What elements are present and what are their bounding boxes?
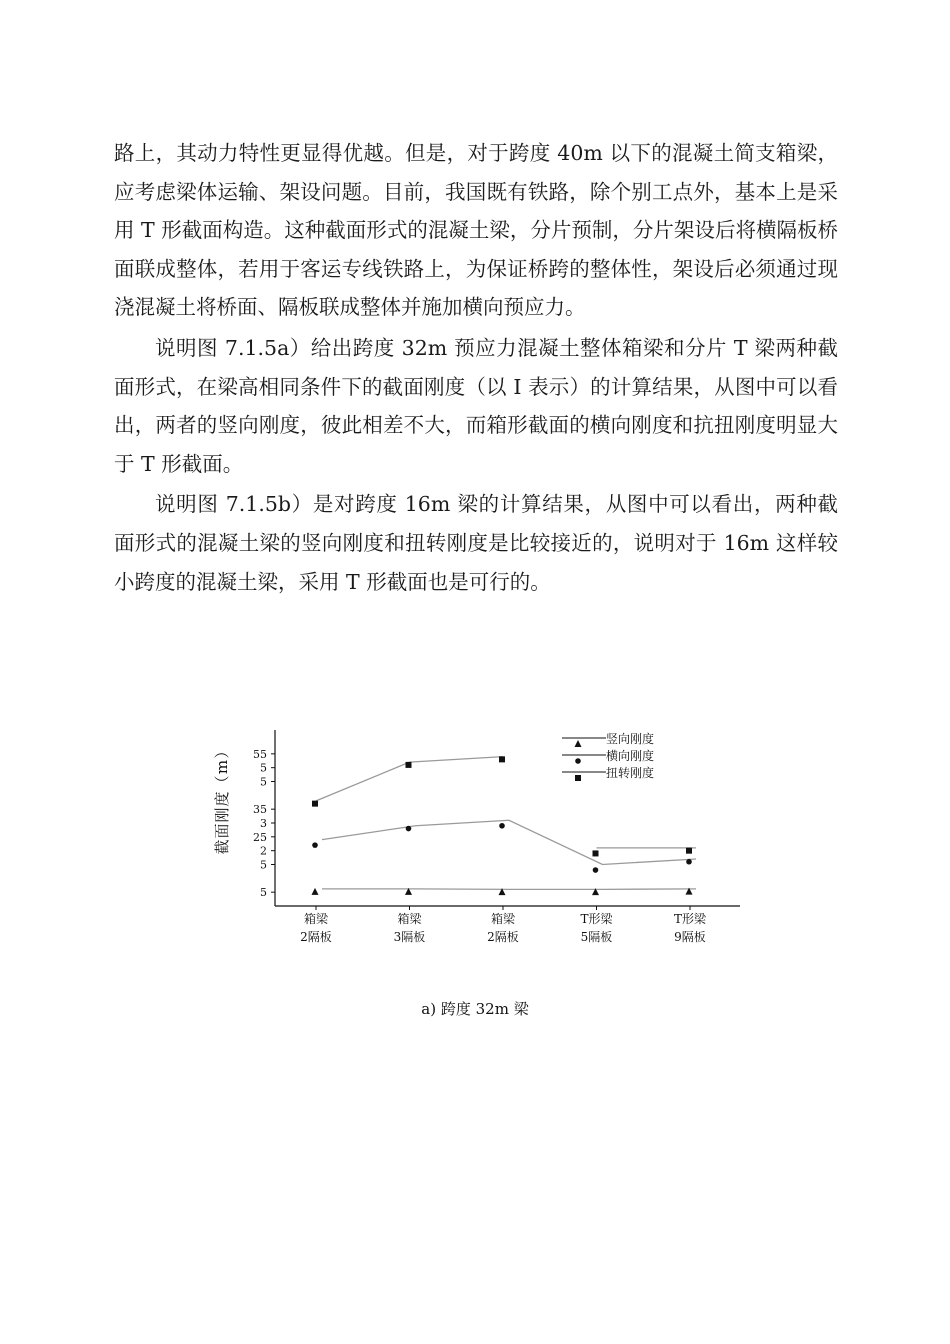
y-axis-label-char: m <box>213 759 231 775</box>
x-tick-label: T形梁 <box>580 912 613 926</box>
y-tick-label: 5 <box>260 886 267 900</box>
data-point-torsional <box>499 756 505 762</box>
y-axis-label-char: 刚 <box>213 807 231 823</box>
paragraph-1: 路上，其动力特性更显得优越。但是，对于跨度 40m 以下的混凝土简支箱梁，应考虑梁体运输、架设问题。目前，我国既有铁路，除个别工点外，基本上是采用 T 形截面构造。这种截面形式的混凝土梁，分片预制，分片架设后将横隔板桥面联成整体，若用于客运专线铁路上，为保证桥跨的整体性，架设后必须通过现浇混凝土将桥面、隔板联成整体并施加横向预应力。 <box>114 141 838 320</box>
data-point-vertical <box>312 888 319 895</box>
data-point-lateral <box>686 859 692 865</box>
data-point-lateral <box>499 823 505 829</box>
body-text <box>114 134 838 601</box>
x-tick-label: 2隔板 <box>300 930 332 944</box>
data-point-lateral <box>312 842 318 848</box>
y-tick-label: 25 <box>253 830 267 844</box>
legend-label: 扭转刚度 <box>606 766 655 780</box>
data-point-torsional <box>686 848 692 854</box>
x-tick-label: 3隔板 <box>393 930 426 944</box>
data-point-lateral <box>406 826 412 832</box>
y-tick-label: 5 <box>260 858 267 872</box>
x-tick-label: 箱梁 <box>303 912 329 926</box>
y-axis-label-char: 截 <box>213 839 231 855</box>
stiffness-chart <box>210 722 754 952</box>
y-axis-label-char: （ <box>213 775 231 791</box>
y-tick-label: 55 <box>253 747 267 761</box>
data-point-lateral <box>593 867 599 873</box>
paragraph-3: 说明图 7.1.5b）是对跨度 16m 梁的计算结果，从图中可以看出，两种截面形式的混凝土梁的竖向刚度和扭转刚度是比较接近的，说明对于 16m 这样较小跨度的混凝土梁，采用 T 形截面也是可行的。 <box>114 492 838 594</box>
series-line-vertical <box>322 889 696 890</box>
x-tick-label: 5隔板 <box>580 930 613 944</box>
legend-marker <box>575 740 582 747</box>
x-tick-label: 箱梁 <box>397 912 422 926</box>
y-axis-label-char: 度 <box>213 791 231 807</box>
x-tick-label: 2隔板 <box>487 930 519 944</box>
y-tick-label: 35 <box>253 803 267 817</box>
data-point-torsional <box>406 762 412 768</box>
x-tick-label: T形梁 <box>673 912 707 926</box>
x-tick-label: 9隔板 <box>674 930 706 944</box>
paragraph-2: 说明图 7.1.5a）给出跨度 32m 预应力混凝土整体箱梁和分片 T 梁两种截面形式，在梁高相同条件下的截面刚度（以 I 表示）的计算结果，从图中可以看出，两者的竖向刚度，彼此相差不大，而箱形截面的横向刚度和抗扭刚度明显大于 T 形截面。 <box>114 335 838 476</box>
y-axis-label-char: 面 <box>213 823 231 839</box>
x-tick-label: 箱梁 <box>490 912 516 926</box>
y-tick-label: 5 <box>260 775 267 789</box>
figure-caption: a) 跨度 32m 梁 <box>421 1000 529 1018</box>
y-axis-label-char: ） <box>213 743 231 759</box>
y-tick-label: 3 <box>260 817 267 830</box>
legend-label: 横向刚度 <box>606 749 655 763</box>
legend-marker <box>575 775 581 781</box>
series-line-lateral <box>322 820 696 864</box>
y-tick-label: 2 <box>260 844 267 858</box>
legend-marker <box>575 758 581 764</box>
legend-label: 竖向刚度 <box>606 732 655 746</box>
y-tick-label: 5 <box>260 761 267 775</box>
data-point-torsional <box>593 850 599 856</box>
data-point-torsional <box>312 801 318 807</box>
